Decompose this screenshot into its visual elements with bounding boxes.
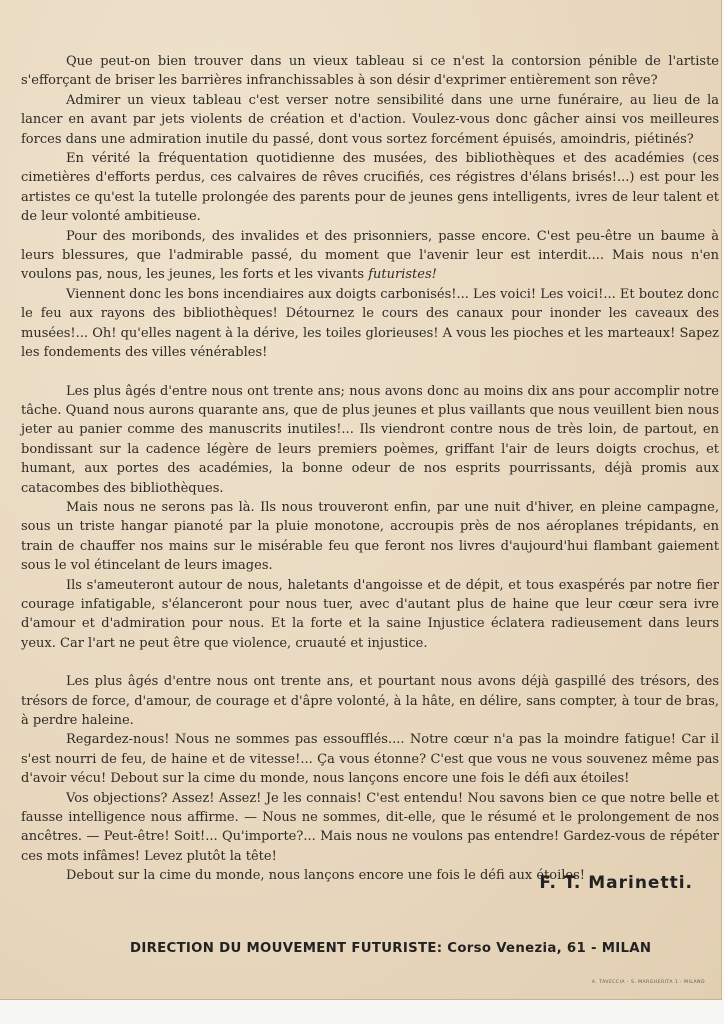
paragraph: Vos objections? Assez! Assez! Je les connais! C'est entendu! Nou savons bien ce que notre belle et fausse intelligence nous affirme. — Nous ne sommes, dit-elle, que le résumé et le prolongement de nos ancêtres. — Peut-être! Soit!... Qu'importe?... Mais nous ne voulons pas entendre! Gardez-vous de répéter ces mots infâmes! Levez plutôt la tête! <box>21 790 719 864</box>
paragraph: Debout sur la cime du monde, nous lançons encore une fois le défi aux étoiles! <box>66 868 586 884</box>
signature: F. T. Marinetti. <box>539 873 693 893</box>
paragraph: Les plus âgés d'entre nous ont trente ans; nous avons donc au moins dix ans pour accomplir notre tâche. Quand nous aurons quarante ans, que de plus jeunes et plus vaillants que nous veuillent bien nous jeter au panier comme des manuscrits inutiles!... Ils viendront contre nous de très loin, de partout, en bondissant sur la cadence légère de leurs premiers poèmes, griffant l'air de leurs doigts crochus, et humant, aux portes des académies, la bonne odeur de nos esprits pourrissants, déjà promis aux catacombes des bibliothèques. <box>21 383 719 496</box>
paragraph: Mais nous ne serons pas là. Ils nous trouveront enfin, par une nuit d'hiver, en pleine campagne, sous un triste hangar pianoté par la pluie monotone, accroupis près de nos aéroplanes trépidants, en train de chauffer nos mains sur le misérable feu que feront nos livres d'aujourd'hui flambant gaiement sous le vol étincelant de leurs images. <box>21 499 719 574</box>
paragraph: Les plus âgés d'entre nous ont trente ans, et pourtant nous avons déjà gaspillé des trésors, des trésors de force, d'amour, de courage et d'âpre volonté, à la hâte, en délire, sans compter, à tour de bras, à perdre haleine. <box>21 674 719 728</box>
paragraph: Admirer un vieux tableau c'est verser notre sensibilité dans une urne funéraire, au lieu de la lancer en avant par jets violents de création et d'action. Voulez-vous donc gâcher ainsi vos meilleures forces dans une admiration inutile du passé, dont vous sortez forcément épuisés, amoindris, piétinés? <box>21 92 719 147</box>
printer-credit: A. TAVECCIA - S. MARGHERITA 1 - MILANO <box>591 980 705 985</box>
manifesto-text <box>21 52 719 886</box>
paragraph: Regardez-nous! Nous ne sommes pas essoufflés.... Notre cœur n'a pas la moindre fatigue! Car il s'est nourri de feu, de haine et de vitesse!... Ça vous étonne? C'est que vous ne vous souvenez même pas d'avoir vécu! Debout sur la cime du monde, nous lançons encore une fois le défi aux étoiles! <box>21 732 719 787</box>
paragraph-text: Pour des moribonds, des invalides et des prisonniers, passe encore. C'est peu-être un baume à leurs blessures, que l'admirable passé, du moment que l'avenir leur est interdit.... Mais nous n'en voulons pas, nous, les jeunes, les forts et les vivants <box>21 228 719 283</box>
futuristes-word: futuristes! <box>368 267 437 283</box>
paragraph: Que peut-on bien trouver dans un vieux tableau si ce n'est la contorsion pénible de l'artiste s'efforçant de briser les barrières infranchissables à son désir d'exprimer entièrement son rêve? <box>21 54 719 89</box>
paragraph: Viennent donc les bons incendiaires aux doigts carbonisés!... Les voici! Les voici!... Et boutez donc le feu aux rayons des bibliothèques! Détournez le cours des canaux pour inonder les caveaux des musées!... Oh! qu'elles nagent à la dérive, les toiles glorieuses! A vous les pioches et les marteaux! Sapez les fondements des villes vénérables! <box>21 286 719 361</box>
direction-address: DIRECTION DU MOUVEMENT FUTURISTE: Corso Venezia, 61 - MILAN <box>130 941 652 956</box>
paragraph: Ils s'ameuteront autour de nous, haletants d'angoisse et de dépit, et tous exaspérés par notre fier courage infatigable, s'élanceront pour nous tuer, avec d'autant plus de haine que leur cœur sera ivre d'amour et d'admiration pour nous. Et la forte et la saine Injustice éclatera radieusement dans leurs yeux. Car l'art ne peut être que violence, cruauté et injustice. <box>21 577 719 651</box>
paragraph <box>21 227 719 285</box>
paragraph: En vérité la fréquentation quotidienne des musées, des bibliothèques et des académies (ces cimetières d'efforts perdus, ces calvaires de rêves crucifiés, ces régistres d'élans brisés!...) est pour les artistes ce qu'est la tutelle prolongée des parents pour de jeunes gens intelligents, ivres de leur talent et de leur volonté ambitieuse. <box>21 151 719 225</box>
